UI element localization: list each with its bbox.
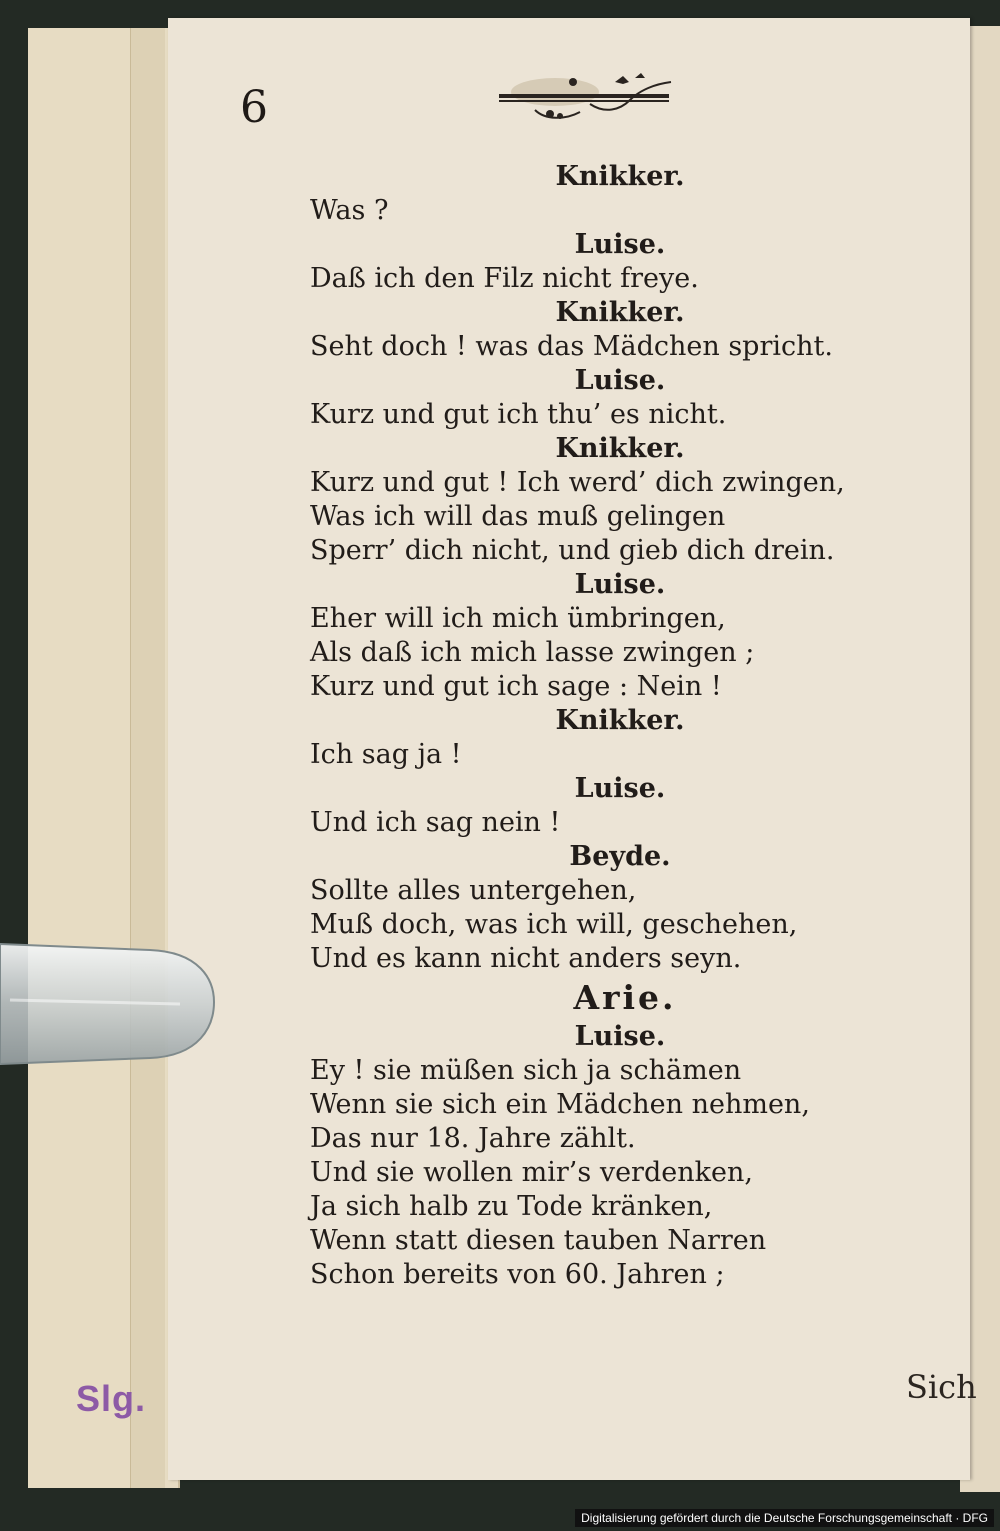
speaker-name: Luise. (574, 229, 666, 260)
verse-line: Das nur 18. Jahre zählt. (310, 1123, 636, 1154)
verse-line: Was ich will das muß gelingen (310, 501, 726, 532)
footer-credit: Digitalisierung gefördert durch die Deutsche Forschungsgemeinschaft · DFG (575, 1509, 994, 1527)
verse-line: Ich sag ja ! (310, 739, 462, 770)
verse-line: Ey ! sie müßen sich ja schämen (310, 1055, 742, 1086)
vignette-ornament (495, 70, 677, 128)
speaker-name: Knikker. (555, 297, 685, 328)
next-page-catchword: Sich (906, 1368, 977, 1406)
text-block (290, 160, 910, 1292)
speaker-name: Luise. (574, 365, 666, 396)
verse-line: Und es kann nicht anders seyn. (310, 943, 742, 974)
section-title: Arie. (573, 978, 677, 1017)
verse-line: Kurz und gut ! Ich werd’ dich zwingen, (310, 467, 845, 498)
page-clip (0, 940, 218, 1066)
verse-line: Wenn sie sich ein Mädchen nehmen, (310, 1089, 810, 1120)
speaker-name: Knikker. (555, 161, 685, 192)
verse-line: Schon bereits von 60. Jahren ; (310, 1259, 725, 1290)
speaker-name: Luise. (574, 1021, 666, 1052)
speaker-name: Knikker. (555, 433, 685, 464)
speaker-name: Luise. (574, 773, 666, 804)
verse-line: Und ich sag nein ! (310, 807, 561, 838)
page-number: 6 (240, 82, 268, 133)
library-stamp: Slg. (76, 1378, 147, 1419)
speaker-name: Luise. (574, 569, 666, 600)
verse-line: Daß ich den Filz nicht freye. (310, 263, 699, 294)
verse-line: Muß doch, was ich will, geschehen, (310, 909, 798, 940)
speaker-name: Knikker. (555, 705, 685, 736)
verse-line: Kurz und gut ich thu’ es nicht. (310, 399, 727, 430)
verse-line: Eher will ich mich ümbringen, (310, 603, 726, 634)
binding-strip (130, 28, 165, 1488)
verse-line: Sperr’ dich nicht, und gieb dich drein. (310, 535, 835, 566)
verse-line: Ja sich halb zu Tode kränken, (310, 1191, 713, 1222)
verse-line: Sollte alles untergehen, (310, 875, 637, 906)
verse-line: Seht doch ! was das Mädchen spricht. (310, 331, 833, 362)
verse-line: Wenn statt diesen tauben Narren (310, 1225, 767, 1256)
verse-line: Und sie wollen mir’s verdenken, (310, 1157, 753, 1188)
verse-line: Als daß ich mich lasse zwingen ; (310, 637, 755, 668)
speaker-name: Beyde. (569, 841, 671, 872)
verse-line: Was ? (310, 195, 389, 226)
verse-line: Kurz und gut ich sage : Nein ! (310, 671, 722, 702)
